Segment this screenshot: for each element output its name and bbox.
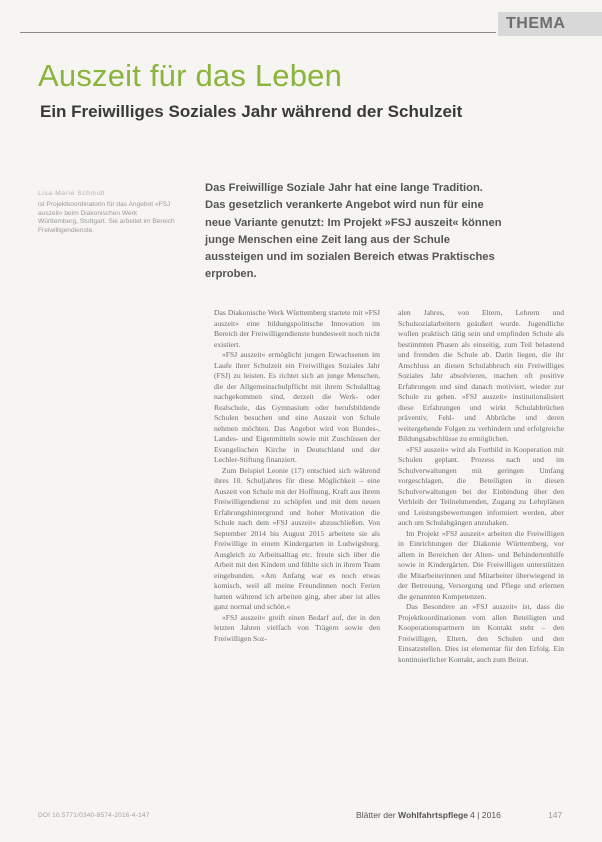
footer-journal xyxy=(356,810,468,820)
page-number: 147 xyxy=(548,810,563,820)
paragraph: Das Diakonische Werk Württemberg startete mit »FSJ auszeit« eine bildungspolitische Innovation im Bereich der Freiwilligendienste bundesweit noch nicht existiert. xyxy=(214,308,380,349)
article-subtitle: Ein Freiwilliges Soziales Jahr während der Schulzeit xyxy=(40,102,463,121)
paragraph: Das Besondere an »FSJ auszeit« ist, dass die Projektkoordinationen vom allen Beteiligten und Kooperationspartnern im Kontakt steht – den Freiwilligen, Eltern, den Schulen und den Einsatzstellen. Dies ist elementar für den Erfolg. Ein kontinuierlicher Kontakt, auch zum Beirat. xyxy=(398,602,564,664)
article-lead: Das Freiwillige Soziale Jahr hat eine lange Tradition. Das gesetzlich verankerte Angebot wird nun für eine neue Variante genutzt: Im Projekt »FSJ auszeit« können junge Menschen eine Zeit lang aus der Schule aussteigen und im sozialen Bereich etwas Praktisches erproben. xyxy=(205,182,502,281)
journal-name: Wohlfahrtspflege xyxy=(398,810,469,820)
paragraph: »FSJ auszeit« ermöglicht jungen Erwachsenen im Laufe ihrer Schulzeit ein Freiwilliges Soziales Jahr (FSJ) zu leisten. Es richtet sich an junge Menschen, die der Allgemeinschulpflicht mit ihrem Schulalltag nachgekommen sind, derzeit die Werk- oder Realschule, das Gymnasium oder berufsbildende Schulen besuchen und eine Auszeit von Schule nehmen möchten. Das Angebot wird von Bundes-, Landes- und Eigenmitteln sowie mit Zuschüssen der Evangelischen Kirche in Deutschland und der Lechler-Stiftung finanziert. xyxy=(214,350,380,464)
author-box xyxy=(38,190,178,236)
text-column-left xyxy=(214,308,380,644)
footer-issue: 4 | 2016 xyxy=(470,810,501,820)
paragraph: »FSJ auszeit« wird als Fortbild in Kooperation mit Schulen geplant. Prozess nach und im Schulverwaltungen mit geringen Umfang vorgeschlagen, die Beteiligten in diesen Schulverwaltungen bei der Einbindung über den Verbleib der Teilnehmenden, Zugang zu Lehrplänen und Leistungsbewertungen informiert werden, aber auch um Schulabgängen anzuhaken. xyxy=(398,444,564,527)
paragraph: »FSJ auszeit« greift einen Bedarf auf, der in den letzten Jahren vielfach von Trägern sowie den Freiwilligen Soz- xyxy=(214,612,380,643)
header-rule xyxy=(20,32,496,33)
author-name: Lisa-Marie Schmidt xyxy=(38,190,106,197)
section-tag: THEMA xyxy=(498,12,602,36)
paragraph: alen Jahres, von Eltern, Lehrern und Schulsozialarbeitern geäußert wurde. Jugendliche wollen praktisch tätig sein und empfinden Schule als bestimmten Phasen als einseitig, zum Teil belastend und fremden die Schule ab. Darin liegen, die ihr Anschluss an diesen Schulabbruch ein Freiwilliges Soziales Jahr absolvieren, machen oft positive Erfahrungen und sind danach motiviert, wieder zur Schule zu gehen. »FSJ auszeit« institutionalisiert diese Erfahrungen und wirkt Schulabbrüchen präventiv, Fehl- und Abbrüche und deren weitergehende Folgen zu verhindern und erfolgreiche Bildungsabschlüsse zu ermöglichen. xyxy=(398,308,564,443)
journal-prefix: Blätter der xyxy=(356,810,399,820)
paragraph: Zum Beispiel Leonie (17) entschied sich während ihres 10. Schuljahres für diese Möglichkeit – eine Auszeit von Schule mit der Hoffnung, Kraft aus ihrem Freiwilligendienst zu schöpfen und mit dem neuen Erfahrungshintergrund und hoher Motivation die Schule nach dem »FSJ auszeit« abzuschließen. Von September 2014 bis August 2015 arbeitete sie als Freiwillige in einem Kindergarten in Ludwigsburg. Ausgleich zu Arbeitsalltag etc. freute sich über die Arbeit mit den Kindern und fühlte sich in ihrem Team eingebunden. »Am Anfang war es noch etwas komisch, weil all meine Freundinnen noch Ferien hatten während ich arbeiten ging, aber aber ist alles ganz normal und schön.« xyxy=(214,465,380,611)
text-column-right xyxy=(398,308,564,665)
author-bio: ist Projektkoordinatorin für das Angebot »FSJ auszeit« beim Diakonischen Werk Württemberg, Stuttgart. Sie arbeitet im Bereich Freiwilligendienste. xyxy=(38,200,175,235)
paragraph: Im Projekt »FSJ auszeit« arbeiten die Freiwilligen in Einrichtungen der Diakonie Württemberg, vor allem in Bereichen der Alten- und Behindertenhilfe sowie in Kindergärten. Die Freiwilligen unterstützen die Mitarbeiterinnen und Mitarbeiter überwiegend in der Betreuung, Versorgung und Pflege und erlernen die genannten Kompetenzen. xyxy=(398,528,564,601)
article-title: Auszeit für das Leben xyxy=(38,58,343,93)
footer-doi: DOI 10.5771/0340-8574-2016-4-147 xyxy=(38,812,150,819)
